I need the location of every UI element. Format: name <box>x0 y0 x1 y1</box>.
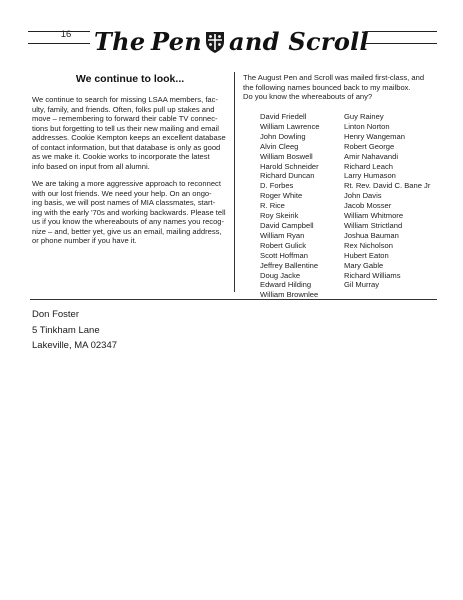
missing-names-list-1 <box>260 112 320 300</box>
text-line: nize – and, better yet, give us an email, mailing address, <box>32 226 222 236</box>
name-list-item: Roy Skeirik <box>260 211 299 221</box>
name-list-item: Harold Schneider <box>260 161 319 171</box>
paragraph-1 <box>32 95 228 171</box>
missing-names-list-2 <box>344 112 430 290</box>
crest-icon <box>204 30 226 54</box>
left-column <box>32 73 228 254</box>
text-line: or phone number if you have it. <box>32 236 137 245</box>
address-city-state-zip: Lakeville, MA 02347 <box>32 340 118 351</box>
text-line: addresses. Cookie Kempton keeps an excellent database <box>32 133 226 142</box>
name-list-item: Amir Nahavandi <box>344 151 399 161</box>
name-list-item: Jacob Mosser <box>344 201 392 211</box>
name-list-item: William Lawrence <box>260 121 320 131</box>
text-line: as we make it. Cookie works to incorporate the latest <box>32 152 210 161</box>
text-line: us if you know the whereabouts of any names you recog- <box>32 217 225 226</box>
text-line: move – remembering to forward their cable TV connec- <box>32 114 218 123</box>
text-line: the following names bounced back to my mailbox. <box>243 82 411 92</box>
name-list-item: John Dowling <box>260 131 306 141</box>
name-list-item: David Campbell <box>260 220 314 230</box>
name-list-item: John Davis <box>344 191 382 201</box>
name-list-item: Larry Humason <box>344 171 396 181</box>
name-list-item: Gil Murray <box>344 280 380 290</box>
name-list-item: Scott Hoffman <box>260 250 308 260</box>
name-list-item: Alvin Cleeg <box>260 141 299 151</box>
name-list-item: D. Forbes <box>260 181 294 191</box>
title-pen: Pen <box>151 27 203 56</box>
text-line: info based on input from all alumni. <box>32 161 150 171</box>
name-list-item: William Ryan <box>260 230 305 240</box>
name-list-item: Rex Nicholson <box>344 240 393 250</box>
intro-paragraph <box>243 73 439 102</box>
text-line: Do you know the whereabouts of any? <box>243 92 373 101</box>
name-list-item: Henry Wangeman <box>344 131 405 141</box>
text-line: of contact information, but that database is only as good <box>32 142 221 152</box>
text-line: tions but forgetting to tell us their new mailing and email <box>32 123 219 133</box>
horizontal-divider <box>30 299 437 300</box>
masthead <box>0 22 463 62</box>
page-number: 16 <box>60 29 72 40</box>
name-list-item: William Strictland <box>344 220 403 230</box>
name-list-item: Robert Gulick <box>260 240 307 250</box>
masthead-rule-left-bottom <box>28 43 90 44</box>
name-list-item: William Whitmore <box>344 211 404 221</box>
name-list-item: Guy Rainey <box>344 112 384 121</box>
name-list-item: Jeffrey Ballentine <box>260 260 319 270</box>
text-line: ing with the early '70s and working backwards. Please tell <box>32 207 226 217</box>
text-line: The August Pen and Scroll was mailed first-class, and <box>243 73 425 82</box>
name-list-item: Linton Norton <box>344 121 390 131</box>
text-line: We are taking a more aggressive approach to reconnect <box>32 179 221 188</box>
text-line: ulty, family, and friends. Often, folks pull up stakes and <box>32 104 215 114</box>
name-list-item: Robert George <box>344 141 395 151</box>
name-list-item: William Brownlee <box>260 290 319 300</box>
name-list-item: Doug Jacke <box>260 270 301 280</box>
title-and-scroll: and Scroll <box>229 27 369 56</box>
name-list-item: Rt. Rev. David C. Bane Jr <box>344 181 431 191</box>
name-list-item: Edward Hilding <box>260 280 312 290</box>
name-list-item: R. Rice <box>260 201 285 211</box>
column-divider <box>234 72 235 292</box>
name-list-item: Hubert Eaton <box>344 250 389 260</box>
name-list-item: Mary Gable <box>344 260 384 270</box>
text-line: with our lost friends. We need your help. On an ongo- <box>32 188 212 198</box>
name-list-item: William Boswell <box>260 151 313 161</box>
name-list-item: Richard Williams <box>344 270 401 280</box>
name-list-item: David Friedell <box>260 112 307 121</box>
masthead-rule-right-bottom <box>365 43 437 44</box>
paragraph-2 <box>32 179 228 246</box>
address-street: 5 Tinkham Lane <box>32 324 100 336</box>
text-line: ing basis, we will post names of MIA classmates, start- <box>32 198 216 207</box>
address-name: Don Foster <box>32 309 79 320</box>
name-list-item: Richard Duncan <box>260 171 315 181</box>
right-column <box>243 73 439 300</box>
name-list-item: Joshua Bauman <box>344 230 399 240</box>
title-the: The <box>94 27 146 56</box>
name-list-item: Richard Leach <box>344 161 393 171</box>
masthead-rule-right-top <box>365 31 437 32</box>
name-list-item: Roger White <box>260 191 303 201</box>
mailing-address <box>32 307 117 354</box>
section-heading: We continue to look... <box>75 73 185 85</box>
text-line: We continue to search for missing LSAA members, fac- <box>32 95 218 104</box>
